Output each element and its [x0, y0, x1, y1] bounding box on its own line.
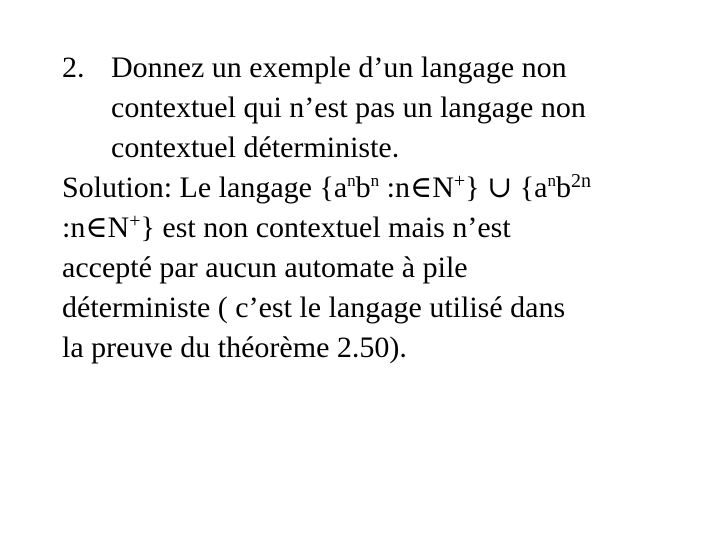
- solution-line-2: [62, 208, 702, 248]
- solution-text: Le langage {a: [179, 171, 348, 204]
- superscript: 2n: [570, 170, 591, 192]
- solution-text: } est non contextuel mais n’est: [140, 211, 511, 244]
- question-line-3: contextuel déterministe.: [111, 131, 400, 164]
- question-line-1: Donnez un exemple d’un langage non: [111, 51, 567, 84]
- solution-line-1: [62, 168, 702, 208]
- solution-line-3: accepté par aucun automate à pile: [62, 251, 468, 284]
- slide-body: [62, 48, 702, 368]
- superscript: +: [453, 170, 466, 192]
- solution-text: :n∈N: [62, 211, 130, 244]
- superscript: n: [547, 171, 556, 190]
- solution-line-4: déterministe ( c’est le langage utilisé dans: [62, 291, 566, 324]
- solution-text: } ∪ {a: [465, 171, 548, 204]
- question-line-2: contextuel qui n’est pas un langage non: [111, 91, 586, 124]
- superscript: n: [347, 171, 356, 190]
- superscript: n: [370, 171, 380, 190]
- solution-paragraph: [62, 168, 702, 368]
- question-item: [62, 48, 702, 168]
- solution-label: Solution:: [62, 171, 173, 204]
- solution-text: :n∈N: [379, 171, 454, 204]
- superscript: +: [129, 210, 141, 232]
- question-number: 2.: [62, 51, 85, 84]
- solution-text: b: [555, 171, 571, 204]
- solution-line-5: la preuve du théorème 2.50).: [62, 331, 407, 364]
- solution-text: b: [355, 171, 371, 204]
